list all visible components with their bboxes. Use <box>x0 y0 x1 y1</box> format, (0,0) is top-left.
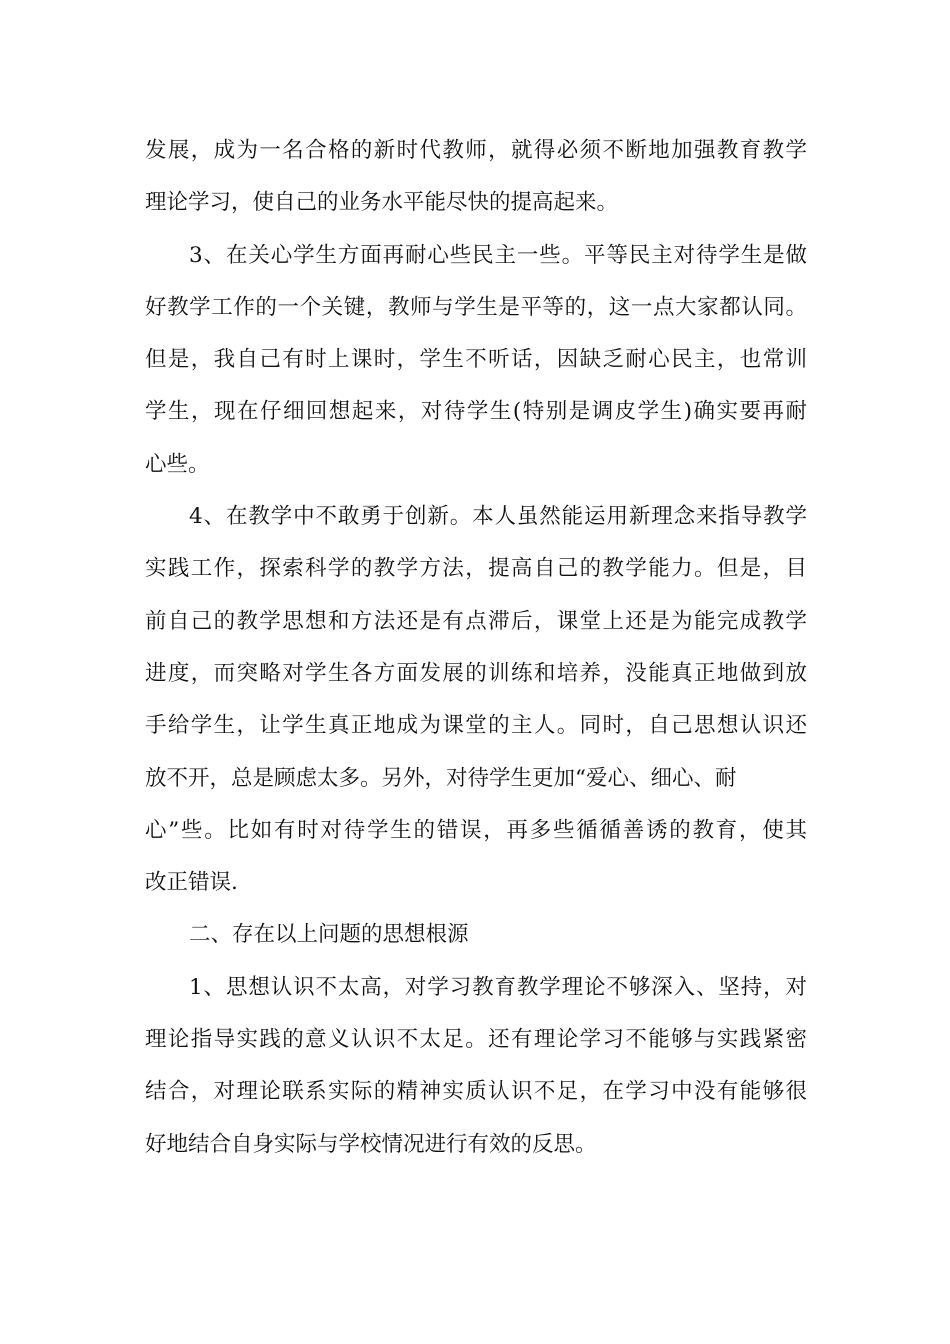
text-line: 好教学工作的一个关键，教师与学生是平等的，这一点大家都认同。 <box>145 294 807 320</box>
text-line: 进度，而突略对学生各方面发展的训练和培养，没能真正地做到放 <box>145 660 807 686</box>
text-line: 结合，对理论联系实际的精神实质认识不足，在学习中没有能够很 <box>145 1079 807 1105</box>
text-line: 发展，成为一名合格的新时代教师，就得必须不断地加强教育教学 <box>145 138 807 163</box>
text-line: 4、在教学中不敢勇于创新。本人虽然能运用新理念来指导教学 <box>189 504 807 530</box>
text-line: 1、思想认识不太高，对学习教育教学理论不够深入、坚持，对 <box>189 974 807 1000</box>
text-line: 心”些。比如有时对待学生的错误，再多些循循善诱的教育，使其 <box>145 817 807 843</box>
text-line: 理论学习，使自己的业务水平能尽快的提高起来。 <box>145 190 619 216</box>
body-text <box>145 128 807 1174</box>
section-heading: 二、存在以上问题的思想根源 <box>189 922 469 948</box>
text-line: 理论指导实践的意义认识不太足。还有理论学习不能够与实践紧密 <box>145 1027 807 1053</box>
text-line: 手给学生，让学生真正地成为课堂的主人。同时，自己思想认识还 <box>145 713 807 739</box>
text-line: 改正错误. <box>145 870 238 896</box>
text-line: 好地结合自身实际与学校情况进行有效的反思。 <box>145 1131 597 1157</box>
text-line: 前自己的教学思想和方法还是有点滞后，课堂上还是为能完成教学 <box>145 608 807 634</box>
text-line: 心些。 <box>145 451 210 477</box>
text-line: 放不开，总是顾虑太多。另外，对待学生更加“爱心、细心、耐 <box>145 765 737 791</box>
text-line: 但是，我自己有时上课时，学生不听话，因缺乏耐心民主，也常训 <box>145 347 807 373</box>
text-line: 学生，现在仔细回想起来，对待学生(特别是调皮学生)确实要再耐 <box>145 399 807 425</box>
text-line: 实践工作，探索科学的教学方法，提高自己的教学能力。但是，目 <box>145 556 807 582</box>
text-line: 3、在关心学生方面再耐心些民主一些。平等民主对待学生是做 <box>189 242 807 268</box>
